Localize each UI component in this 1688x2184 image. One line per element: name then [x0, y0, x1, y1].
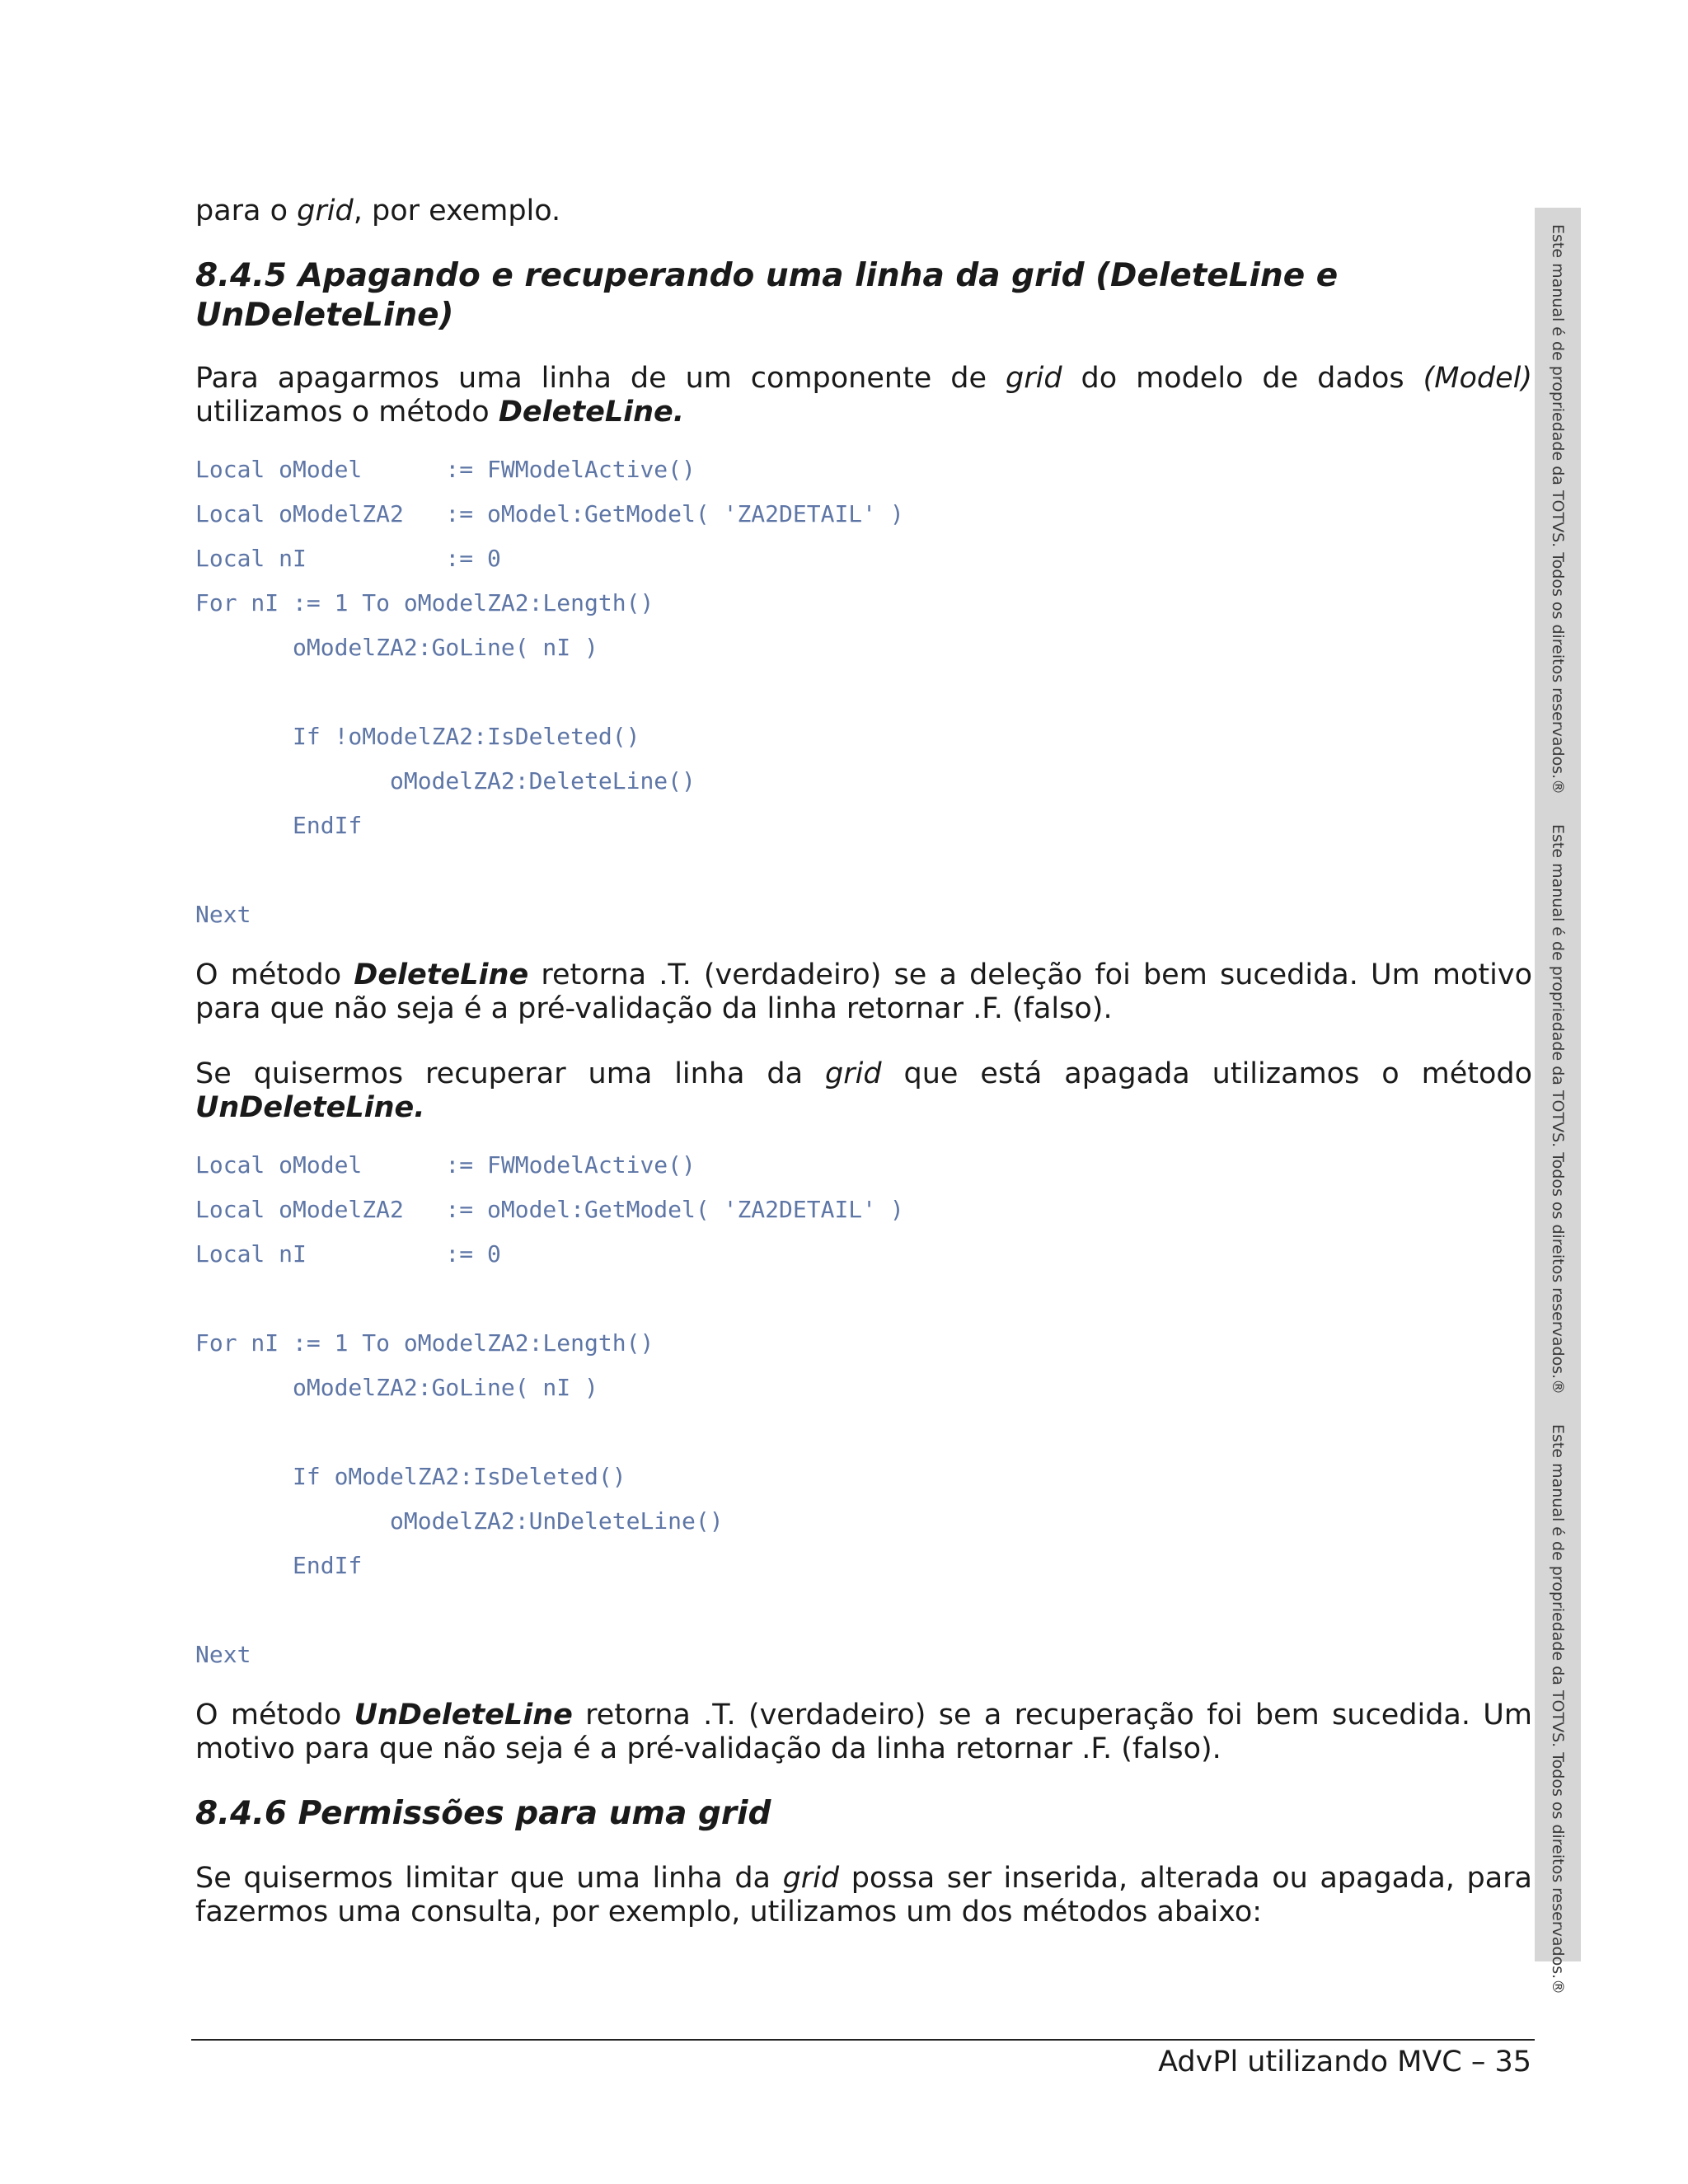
code-line — [195, 1277, 1532, 1321]
intro-line: para o grid, por exemplo. — [195, 194, 561, 227]
code-line: Local nI := 0 — [195, 1240, 501, 1268]
page-content — [195, 194, 1532, 1929]
code-line: Local nI := 0 — [195, 545, 501, 572]
code-line: oModelZA2:GoLine( nI ) — [195, 1374, 598, 1401]
paragraph-deleteline-return: O método DeleteLine retorna .T. (verdadeiro) se a deleção foi bem sucedida. Um motivo para que não seja é a pré-validação da linha retornar .F. (falso). — [195, 958, 1532, 1025]
paragraph-deleteline-intro: Para apagarmos uma linha de um componente de grid do modelo de dados (Model) utilizamos o método DeleteLine. — [195, 362, 1532, 429]
section-heading-846: 8.4.6 Permissões para uma grid — [195, 1795, 771, 1832]
code-line — [195, 848, 1532, 893]
code-line — [195, 670, 1532, 715]
code-line: Local oModel := FWModelActive() — [195, 1151, 696, 1179]
code-line — [195, 1410, 1532, 1455]
code-line: Local oModelZA2 := oModel:GetModel( 'ZA2DETAIL' ) — [195, 500, 904, 527]
footer-divider — [191, 2039, 1535, 2041]
page-footer: AdvPl utilizando MVC – 35 — [1158, 2046, 1531, 2079]
code-line: Local oModelZA2 := oModel:GetModel( 'ZA2DETAIL' ) — [195, 1196, 904, 1223]
code-line: Local oModel := FWModelActive() — [195, 456, 696, 483]
code-line — [195, 1588, 1532, 1633]
code-block-undeleteline — [195, 1143, 1532, 1677]
section-heading-845: 8.4.5 Apagando e recuperando uma linha da grid (DeleteLine e UnDeleteLine) — [195, 257, 1339, 334]
code-line: oModelZA2:UnDeleteLine() — [195, 1507, 724, 1535]
code-block-deleteline — [195, 448, 1532, 937]
code-line: EndIf — [195, 1552, 363, 1579]
code-line: If oModelZA2:IsDeleted() — [195, 1463, 626, 1490]
paragraph-permissions: Se quisermos limitar que uma linha da grid possa ser inserida, alterada ou apagada, para fazermos uma consulta, por exemplo, utilizamos um dos métodos abaixo: — [195, 1862, 1532, 1929]
code-line: oModelZA2:DeleteLine() — [195, 767, 696, 794]
code-line: Next — [195, 901, 251, 928]
copyright-sidebar: Este manual é de propriedade da TOTVS. Todos os direitos reservados.® Este manual é de propriedade da TOTVS. Todos os direitos reservados.® Este manual é de propriedade da TOTVS. Todos os direitos reservados.® — [1535, 208, 1581, 1961]
code-line: If !oModelZA2:IsDeleted() — [195, 723, 640, 750]
code-line: oModelZA2:GoLine( nI ) — [195, 634, 598, 661]
code-line: For nI := 1 To oModelZA2:Length() — [195, 589, 654, 616]
code-line: EndIf — [195, 812, 363, 839]
code-line: Next — [195, 1641, 251, 1668]
paragraph-undeleteline-intro: Se quisermos recuperar uma linha da grid que está apagada utilizamos o método UnDeleteLine. — [195, 1057, 1533, 1124]
code-line: For nI := 1 To oModelZA2:Length() — [195, 1329, 654, 1357]
paragraph-undeleteline-return: O método UnDeleteLine retorna .T. (verdadeiro) se a recuperação foi bem sucedida. Um motivo para que não seja é a pré-validação da linha retornar .F. (falso). — [195, 1699, 1533, 1765]
